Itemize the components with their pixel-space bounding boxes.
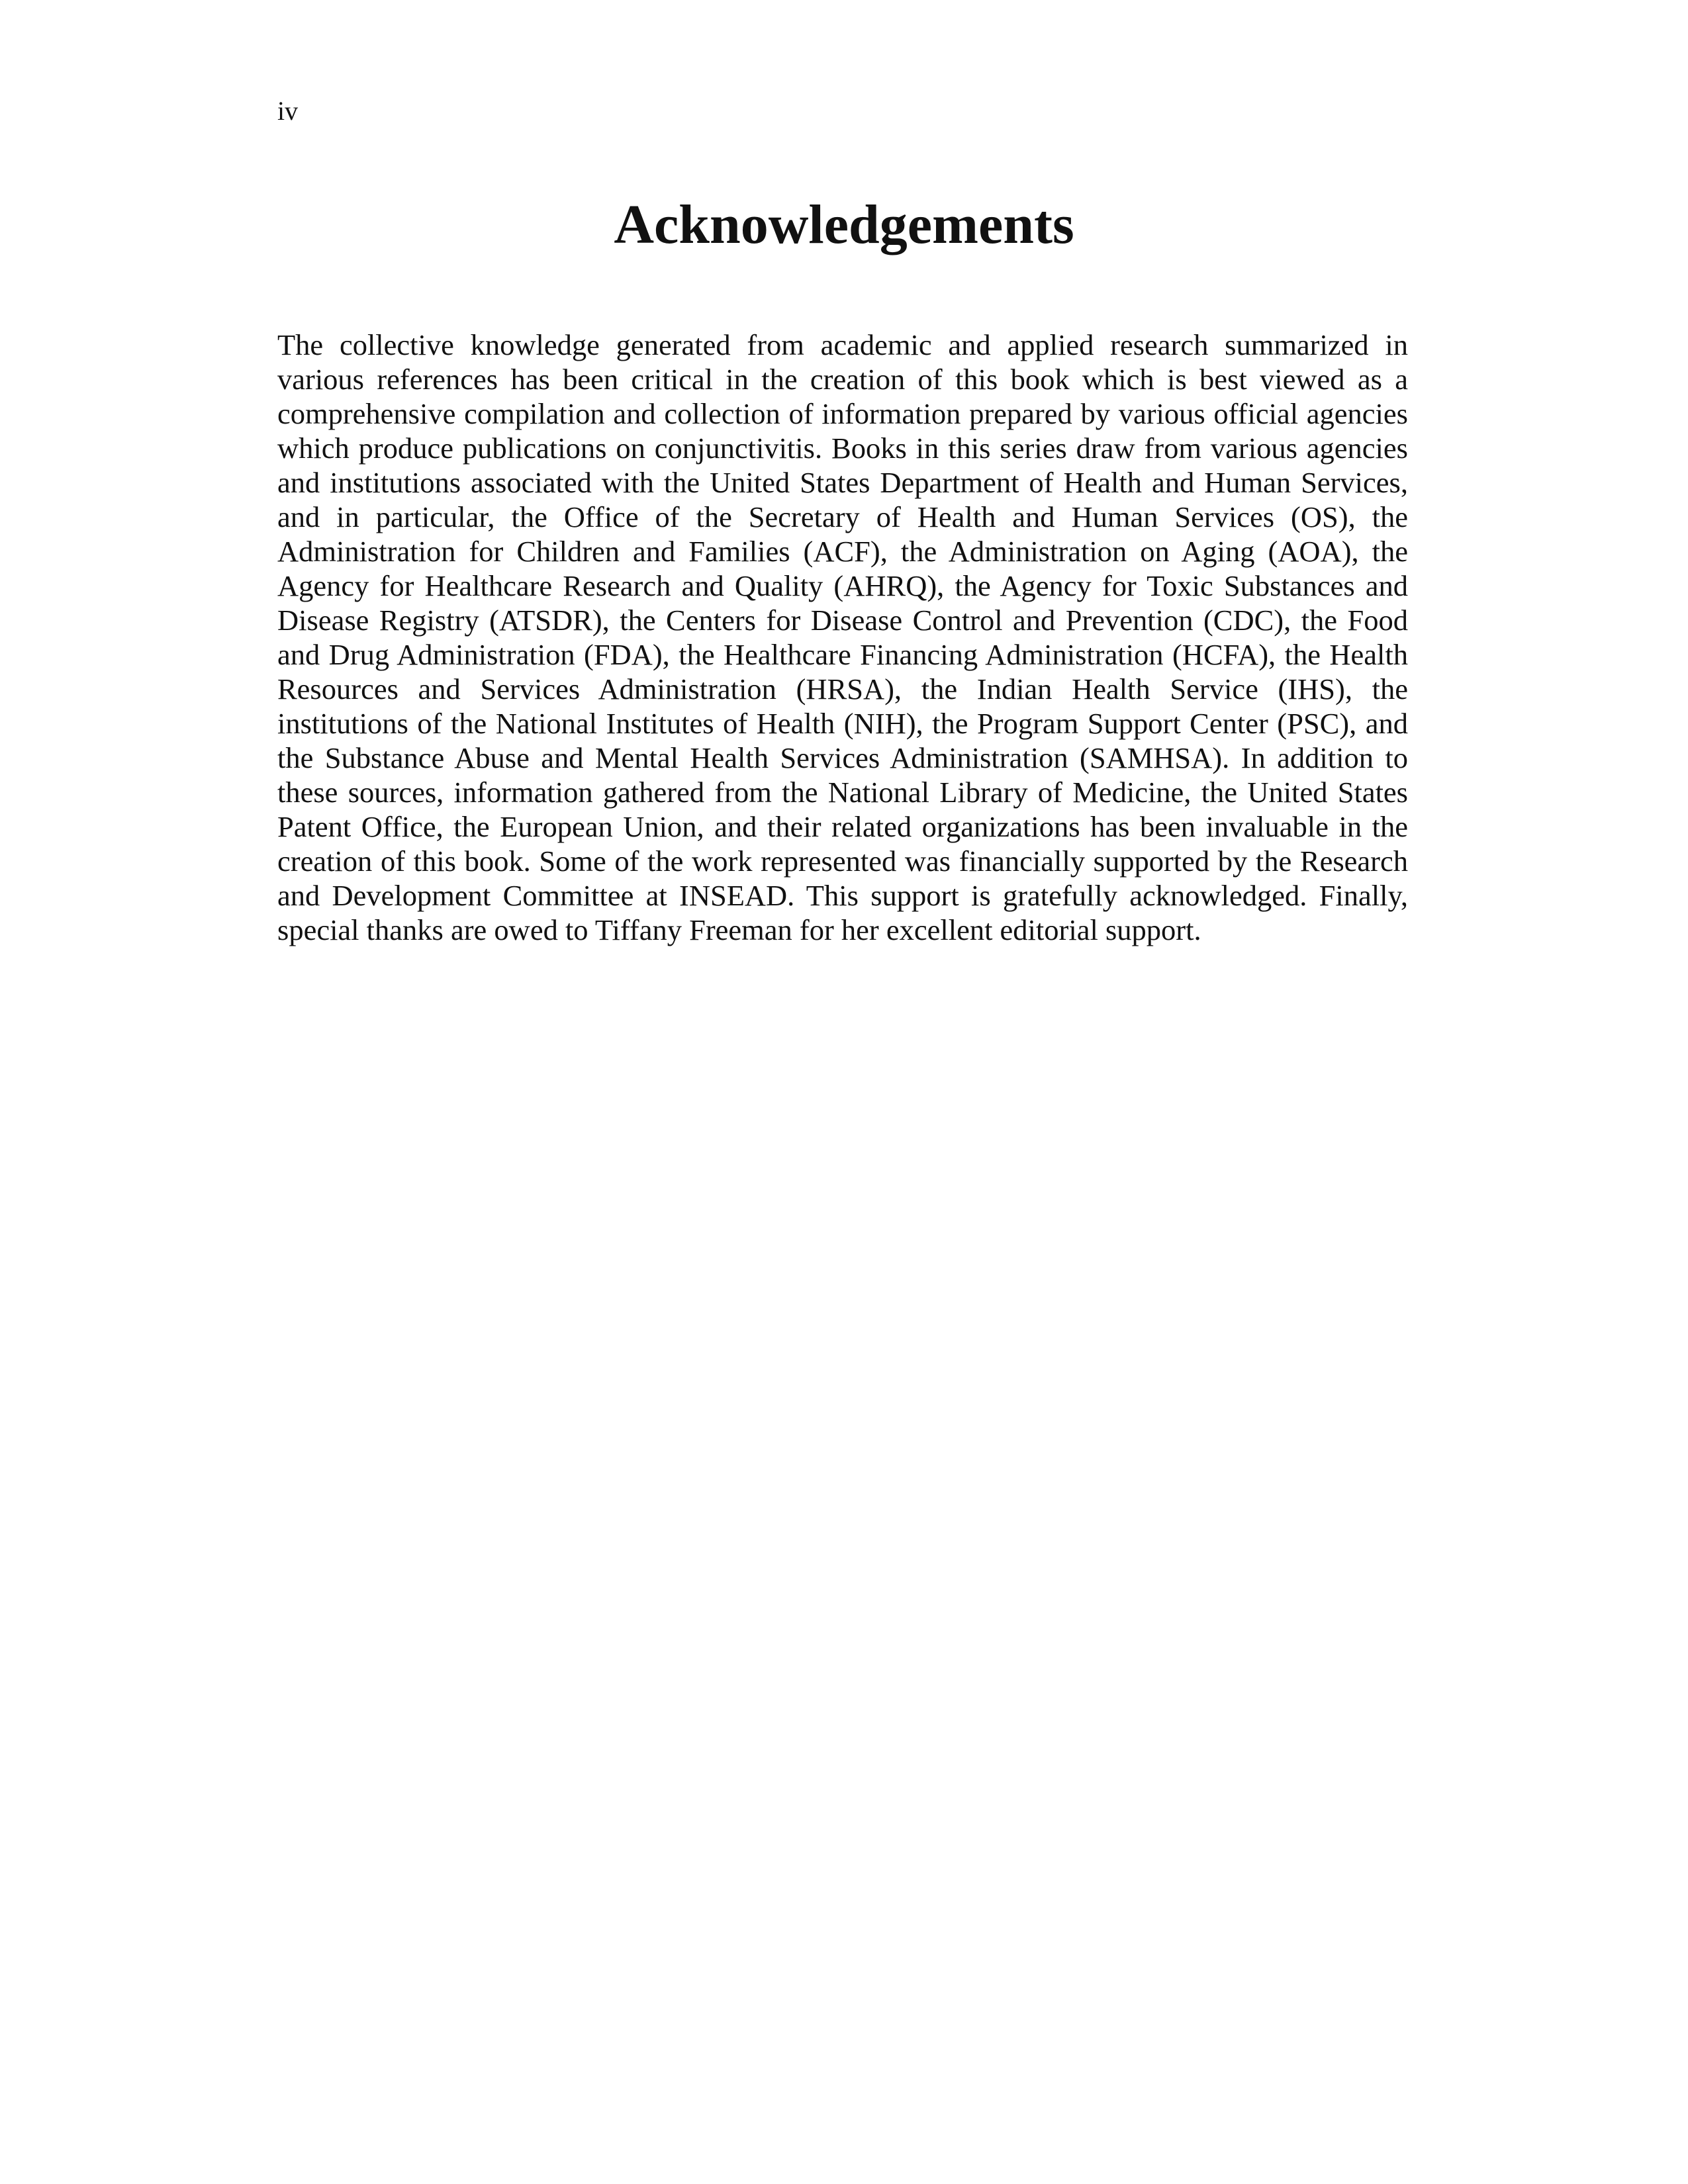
page-number: iv bbox=[277, 96, 299, 126]
acknowledgements-paragraph: The collective knowledge generated from academic and applied research summarized in various references has been critical in the creation of this book which is best viewed as a comprehensive compilation and collection of information prepared by various official agencies which produce publications on conjunctivitis. Books in this series draw from various agencies and institutions associated with the United States Department of Health and Human Services, and in particular, the Office of the Secretary of Health and Human Services (OS), the Administration for Children and Families (ACF), the Administration on Aging (AOA), the Agency for Healthcare Research and Quality (AHRQ), the Agency for Toxic Substances and Disease Registry (ATSDR), the Centers for Disease Control and Prevention (CDC), the Food and Drug Administration (FDA), the Healthcare Financing Administration (HCFA), the Health Resources and Services Administration (HRSA), the Indian Health Service (IHS), the institutions of the National Institutes of Health (NIH), the Program Support Center (PSC), and the Substance Abuse and Mental Health Services Administration (SAMHSA). In addition to these sources, information gathered from the National Library of Medicine, the United States Patent Office, the European Union, and their related organizations has been invaluable in the creation of this book. Some of the work represented was financially supported by the Research and Development Committee at INSEAD. This support is gratefully acknowledged. Finally, special thanks are owed to Tiffany Freeman for her excellent editorial support. bbox=[277, 328, 1408, 946]
page-title: Acknowledgements bbox=[614, 194, 1074, 255]
